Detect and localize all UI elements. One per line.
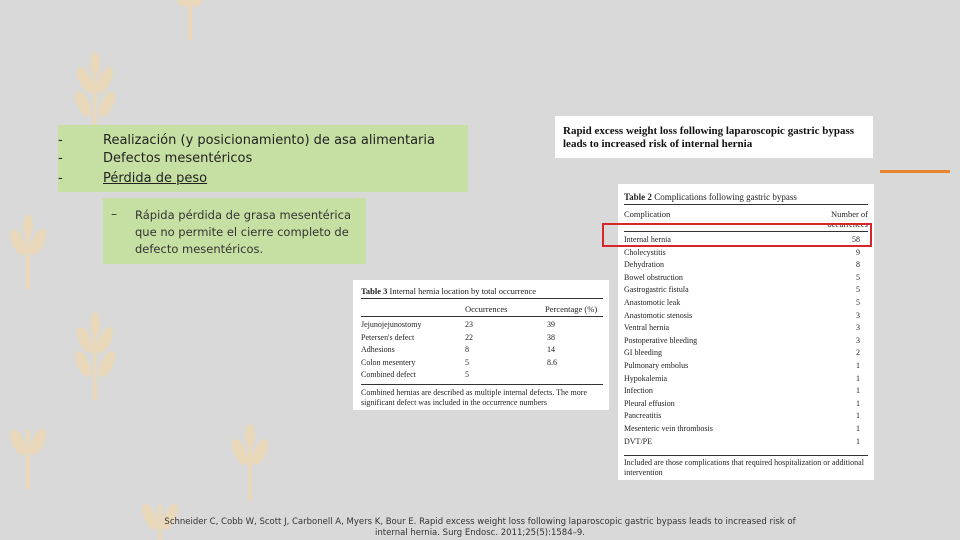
table-row <box>361 358 603 370</box>
occurrence-count: 9 <box>856 247 860 257</box>
complication-name: Pancreatitis <box>624 411 662 421</box>
article-title: Rapid excess weight loss following laparoscopic gastric bypass leads to increased risk of internal hernia <box>563 125 855 150</box>
table-footnote: Included are those complications that required hospitalization or additional intervention <box>624 458 864 477</box>
table-row <box>624 273 860 286</box>
occurrence-count: 3 <box>856 323 860 333</box>
occurrence-count: 1 <box>856 411 860 421</box>
table-caption-text: Internal hernia location by total occurrence <box>389 286 537 296</box>
table-label: Table 3 <box>361 286 388 296</box>
table-footnote: Combined hernias are described as multiple internal defects. The more significant defect was included in the occurrence numbers <box>361 388 587 407</box>
complication-name: Cholecystitis <box>624 247 666 257</box>
complication-name: Pulmonary embolus <box>624 361 689 370</box>
sub-bullet-dash: – <box>111 207 117 221</box>
location-name: Adhesions <box>361 345 395 354</box>
bullet-text: Realización (y posicionamiento) de asa alimentaria <box>103 133 435 148</box>
occurrence-count: 1 <box>856 373 860 383</box>
table-caption <box>624 192 797 202</box>
complication-name: Gastrogastric fistula <box>624 285 689 295</box>
table-row <box>624 285 860 298</box>
complication-name: Infection <box>624 386 653 396</box>
table-caption-text: Complications following gastric bypass <box>654 192 797 202</box>
table-rule <box>361 316 603 317</box>
percentage: 8.6 <box>547 357 557 367</box>
table-row <box>361 320 603 332</box>
citation: Schneider C, Cobb W, Scott J, Carbonell A, Myers K, Bour E. Rapid excess weight loss following laparoscopic gastric bypass leads to increased risk of internal hernia. Surg Endosc. 2011;25(5):1584–9. <box>164 517 796 538</box>
occurrence-count: 2 <box>856 348 860 358</box>
occurrence-count: 5 <box>856 298 860 307</box>
table-row <box>624 311 860 324</box>
complication-name: DVT/PE <box>624 436 652 446</box>
accent-line <box>880 170 950 173</box>
complication-name: Mesenteric vein thrombosis <box>624 424 713 433</box>
table-row <box>624 336 860 349</box>
table-label: Table 2 <box>624 192 652 202</box>
table-header: Occurrences <box>465 304 508 314</box>
highlight-rectangle <box>602 223 872 247</box>
table-row <box>624 424 860 437</box>
table-row <box>361 345 603 357</box>
table-caption <box>361 286 536 296</box>
occurrence-count: 8 <box>465 345 469 354</box>
complication-name: Ventral hernia <box>624 323 670 333</box>
table-header: Percentage (%) <box>545 304 598 314</box>
location-name: Petersen's defect <box>361 332 415 342</box>
table-row <box>624 399 860 412</box>
percentage: 38 <box>547 332 555 342</box>
table-rule <box>361 384 603 385</box>
location-name: Combined defect <box>361 370 416 379</box>
complication-name: Postoperative bleeding <box>624 335 698 345</box>
occurrence-count: 5 <box>465 357 469 367</box>
table-rule <box>624 204 868 205</box>
occurrence-count: 5 <box>856 285 860 295</box>
table-rule <box>361 298 603 299</box>
bullet-text: Defectos mesentéricos <box>103 151 253 166</box>
table-header: Complication <box>624 209 671 219</box>
bullet-dash: - <box>58 133 63 148</box>
complication-name: Pleural effusion <box>624 398 675 408</box>
table-row <box>624 298 860 311</box>
occurrence-count: 1 <box>856 386 860 396</box>
complication-name: Hypokalemia <box>624 373 668 383</box>
occurrence-count: 3 <box>856 310 860 320</box>
complication-name: Bowel obstruction <box>624 272 683 282</box>
table-row <box>624 374 860 387</box>
occurrence-count: 58 <box>852 235 860 244</box>
percentage: 14 <box>547 345 555 354</box>
table-row <box>624 248 860 261</box>
table-rule <box>624 455 868 456</box>
occurrence-count: 22 <box>465 332 473 342</box>
table-row <box>624 260 860 273</box>
complication-name: Internal hernia <box>624 235 671 244</box>
hernia-location-table <box>353 280 609 410</box>
complication-name: GI bleeding <box>624 348 662 358</box>
table-row <box>624 411 860 424</box>
occurrence-count: 1 <box>856 424 860 433</box>
sub-bullet-box <box>103 198 366 264</box>
occurrence-count: 5 <box>465 370 469 379</box>
occurrence-count: 1 <box>856 361 860 370</box>
occurrence-count: 1 <box>856 398 860 408</box>
occurrence-count: 8 <box>856 260 860 270</box>
location-name: Jejunojejunostomy <box>361 320 422 329</box>
article-title-box <box>555 116 873 158</box>
table-row <box>361 370 603 382</box>
complication-name: Anastomotic stenosis <box>624 310 693 320</box>
complication-name: Dehydration <box>624 260 664 270</box>
table-header: Number of occurrences <box>827 209 868 229</box>
table-row <box>624 437 860 450</box>
location-name: Colon mesentery <box>361 357 416 367</box>
occurrence-count: 3 <box>856 335 860 345</box>
table-row <box>361 333 603 345</box>
table-row <box>624 348 860 361</box>
occurrence-count: 5 <box>856 272 860 282</box>
table-row <box>624 323 860 336</box>
bullet-list-box <box>58 125 468 192</box>
bullet-text: Pérdida de peso <box>103 171 208 186</box>
percentage: 39 <box>547 320 555 329</box>
complication-name: Anastomotic leak <box>624 298 681 307</box>
table-row <box>624 386 860 399</box>
table-row <box>624 361 860 374</box>
occurrence-count: 1 <box>856 436 860 446</box>
sub-bullet-text: Rápida pérdida de grasa mesentérica que no permite el cierre completo de defecto mesentéricos. <box>135 208 351 256</box>
bullet-dash: - <box>58 171 63 186</box>
occurrence-count: 23 <box>465 320 473 329</box>
bullet-dash: - <box>58 151 63 166</box>
